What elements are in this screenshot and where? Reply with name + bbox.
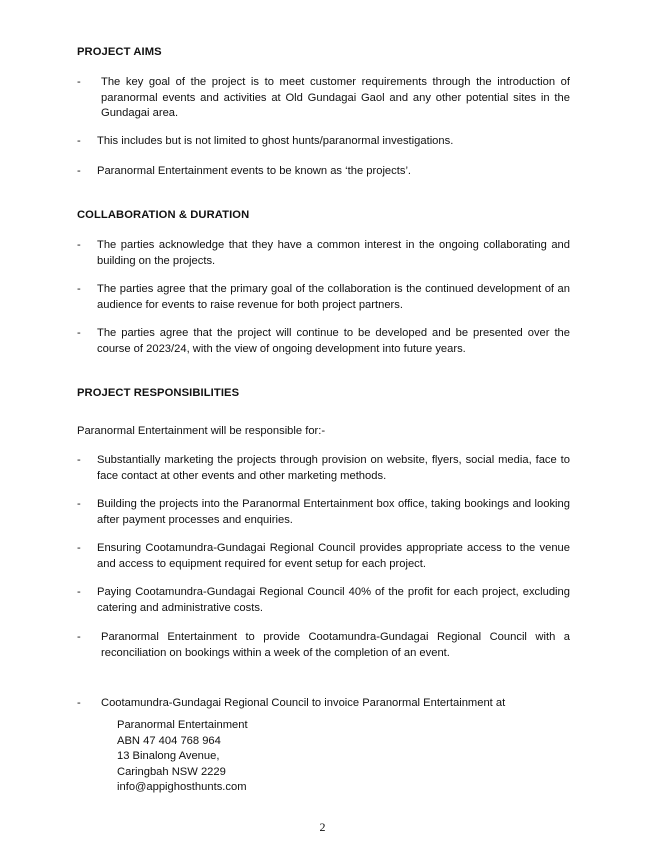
address-name: Paranormal Entertainment [117, 719, 248, 731]
collaboration-item-text: The parties acknowledge that they have a common interest in the ongoing collaborating and building on the projects. [97, 239, 570, 267]
bullet-dash: - [77, 135, 81, 147]
responsibility-item-text: Ensuring Cootamundra-Gundagai Regional Council provides appropriate access to the venue and access to equipment required for event setup for each project. [97, 542, 570, 570]
address-street: 13 Binalong Avenue, [117, 750, 220, 762]
bullet-dash: - [77, 542, 81, 554]
responsibility-item [77, 541, 570, 572]
bullet-dash: - [77, 498, 81, 510]
aims-item-text: The key goal of the project is to meet customer requirements through the introduction of paranormal events and activities at Old Gundagai Gaol and any other potential sites in the Gundagai area. [101, 76, 570, 119]
bullet-dash: - [77, 239, 81, 251]
address-abn: ABN 47 404 768 964 [117, 734, 221, 747]
responsibility-item-text: Paranormal Entertainment to provide Cootamundra-Gundagai Regional Council with a reconciliation on bookings within a week of the completion of an event. [101, 631, 570, 659]
aims-item [77, 134, 570, 150]
responsibility-item [77, 497, 570, 528]
bullet-dash: - [77, 697, 81, 709]
collaboration-item-text: The parties agree that the project will continue to be developed and be presented over the course of 2023/24, with the view of ongoing development into future years. [97, 327, 570, 355]
responsibility-item-text: Cootamundra-Gundagai Regional Council to invoice Paranormal Entertainment at [101, 697, 506, 709]
responsibilities-heading: PROJECT RESPONSIBILITIES [77, 387, 240, 399]
responsibility-item [77, 585, 570, 616]
bullet-dash: - [77, 454, 81, 466]
bullet-dash: - [77, 631, 81, 643]
collaboration-heading: COLLABORATION & DURATION [77, 209, 250, 221]
responsibility-item [77, 696, 570, 712]
collaboration-item [77, 326, 570, 357]
bullet-dash: - [77, 165, 81, 177]
responsibility-item [77, 453, 570, 484]
responsibility-item-text: Building the projects into the Paranormal Entertainment box office, taking bookings and looking after payment processes and enquiries. [97, 498, 570, 526]
bullet-dash: - [77, 76, 81, 88]
collaboration-item-text: The parties agree that the primary goal of the collaboration is the continued development of an audience for events to raise revenue for both project partners. [97, 283, 570, 311]
collaboration-item [77, 282, 570, 313]
aims-item-text: Paranormal Entertainment events to be known as ‘the projects’. [97, 165, 412, 177]
bullet-dash: - [77, 327, 81, 339]
invoice-address [117, 718, 417, 796]
address-city: Caringbah NSW 2229 [117, 765, 226, 778]
responsibility-item [77, 630, 570, 661]
responsibilities-intro: Paranormal Entertainment will be responsible for:- [77, 425, 326, 437]
project-aims-heading: PROJECT AIMS [77, 46, 162, 58]
responsibility-item-text: Paying Cootamundra-Gundagai Regional Council 40% of the profit for each project, excluding catering and administrative costs. [97, 586, 570, 614]
aims-item [77, 75, 570, 122]
address-email: info@appighosthunts.com [117, 781, 247, 793]
responsibility-item-text: Substantially marketing the projects through provision on website, flyers, social media, face to face contact at other events and other marketing methods. [97, 454, 570, 482]
aims-item [77, 164, 570, 180]
bullet-dash: - [77, 283, 81, 295]
bullet-dash: - [77, 586, 81, 598]
aims-item-text: This includes but is not limited to ghost hunts/paranormal investigations. [97, 135, 454, 147]
collaboration-item [77, 238, 570, 269]
page-number: 2 [319, 820, 326, 834]
